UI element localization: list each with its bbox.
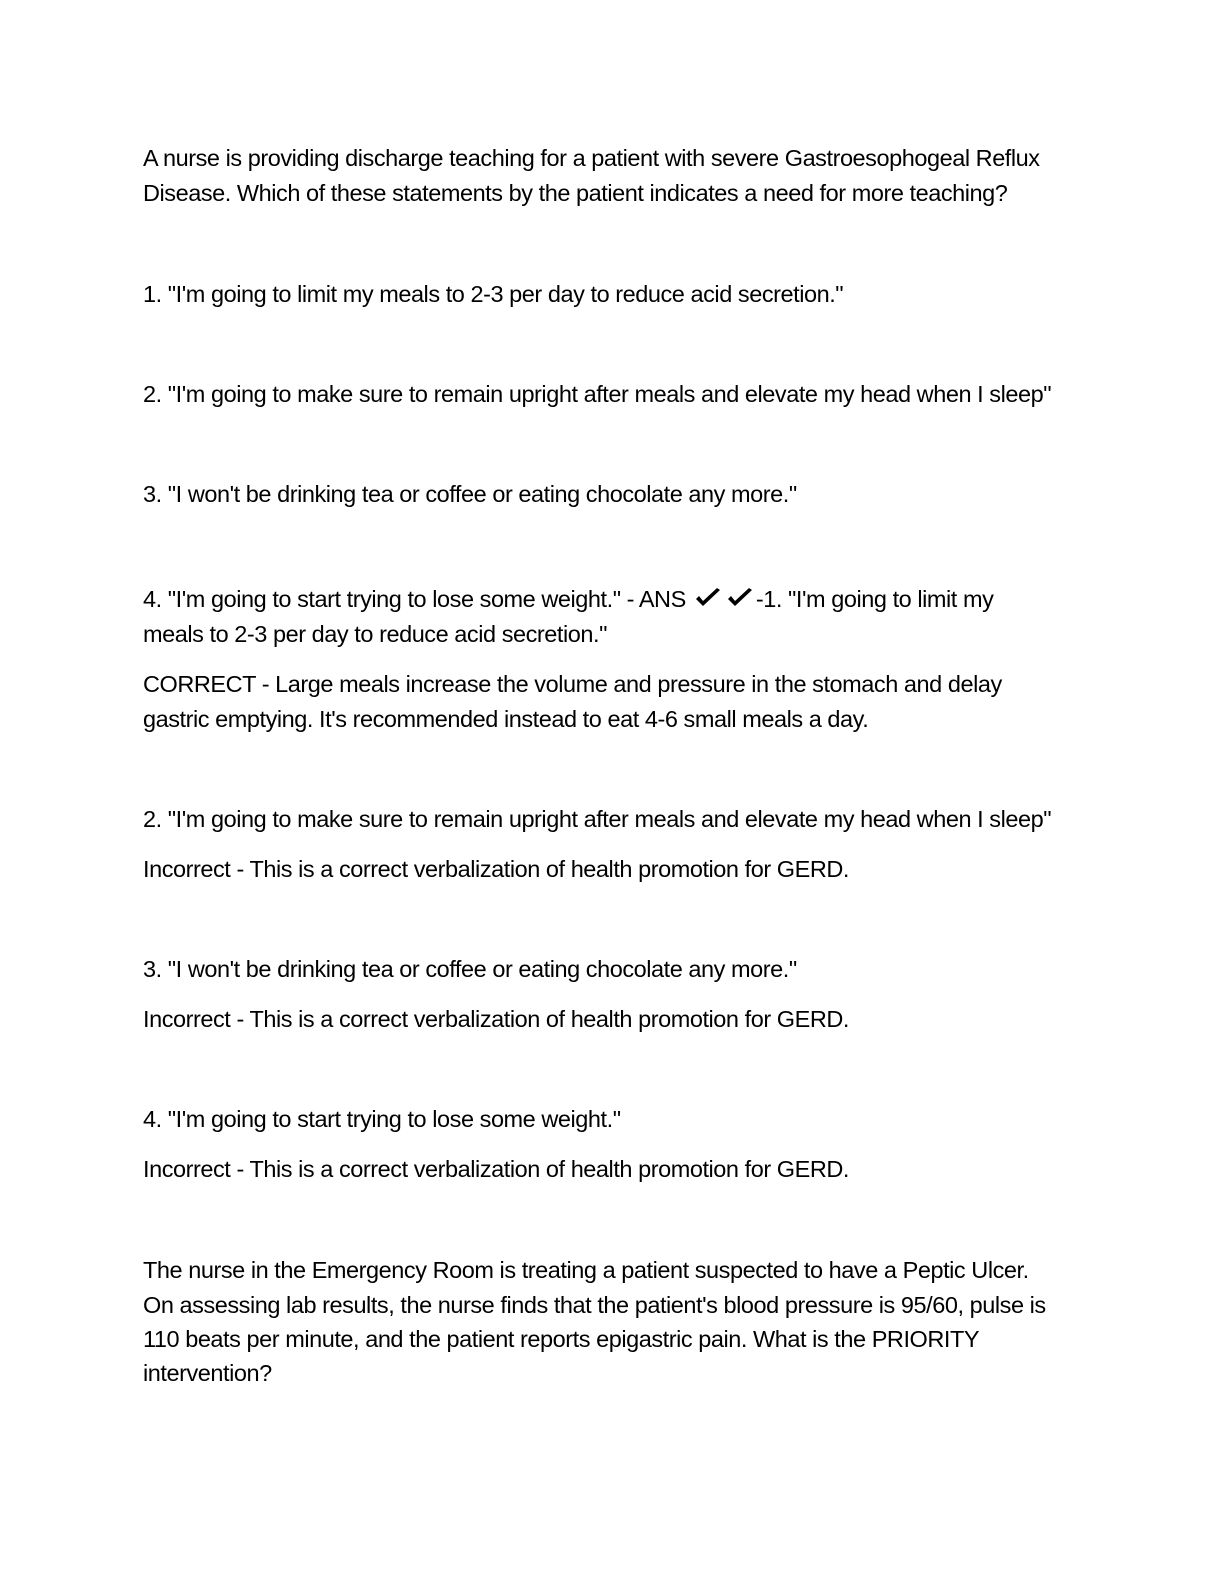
question-1-option-4 [143, 582, 1083, 617]
question-2-stem-line-1: The nurse in the Emergency Room is treating a patient suspected to have a Peptic Ulcer. [143, 1257, 1029, 1283]
check-icon [726, 587, 754, 609]
question-1-option-3: 3. "I won't be drinking tea or coffee or eating chocolate any more." [143, 481, 797, 507]
question-2-stem-line-4: intervention? [143, 1360, 272, 1386]
repeat-option-3: 3. "I won't be drinking tea or coffee or eating chocolate any more." [143, 956, 797, 982]
question-1-option-1: 1. "I'm going to limit my meals to 2-3 per day to reduce acid secretion." [143, 281, 844, 307]
rationale-1-line-1: CORRECT - Large meals increase the volume and pressure in the stomach and delay [143, 671, 1002, 697]
question-2-stem-line-3: 110 beats per minute, and the patient reports epigastric pain. What is the PRIORITY [143, 1326, 980, 1352]
check-icon [694, 587, 722, 609]
question-1-stem-line-2: Disease. Which of these statements by the patient indicates a need for more teaching? [143, 180, 1008, 206]
question-1-option-2: 2. "I'm going to make sure to remain upright after meals and elevate my head when I sleep" [143, 381, 1052, 407]
answer-text-line-2: meals to 2-3 per day to reduce acid secretion." [143, 621, 607, 647]
question-1-stem-line-1: A nurse is providing discharge teaching for a patient with severe Gastroesophogeal Reflux [143, 145, 1040, 171]
option-4-text: 4. "I'm going to start trying to lose some weight." - ANS [143, 586, 686, 612]
answer-text: -1. "I'm going to limit my [755, 586, 994, 612]
rationale-3: Incorrect - This is a correct verbalization of health promotion for GERD. [143, 1006, 849, 1032]
repeat-option-4: 4. "I'm going to start trying to lose some weight." [143, 1106, 621, 1132]
rationale-2: Incorrect - This is a correct verbalization of health promotion for GERD. [143, 856, 849, 882]
question-2-stem-line-2: On assessing lab results, the nurse finds that the patient's blood pressure is 95/60, pulse is [143, 1292, 1046, 1318]
rationale-1-line-2: gastric emptying. It's recommended instead to eat 4-6 small meals a day. [143, 706, 869, 732]
repeat-option-2: 2. "I'm going to make sure to remain upright after meals and elevate my head when I sleep" [143, 806, 1052, 832]
rationale-4: Incorrect - This is a correct verbalization of health promotion for GERD. [143, 1156, 849, 1182]
